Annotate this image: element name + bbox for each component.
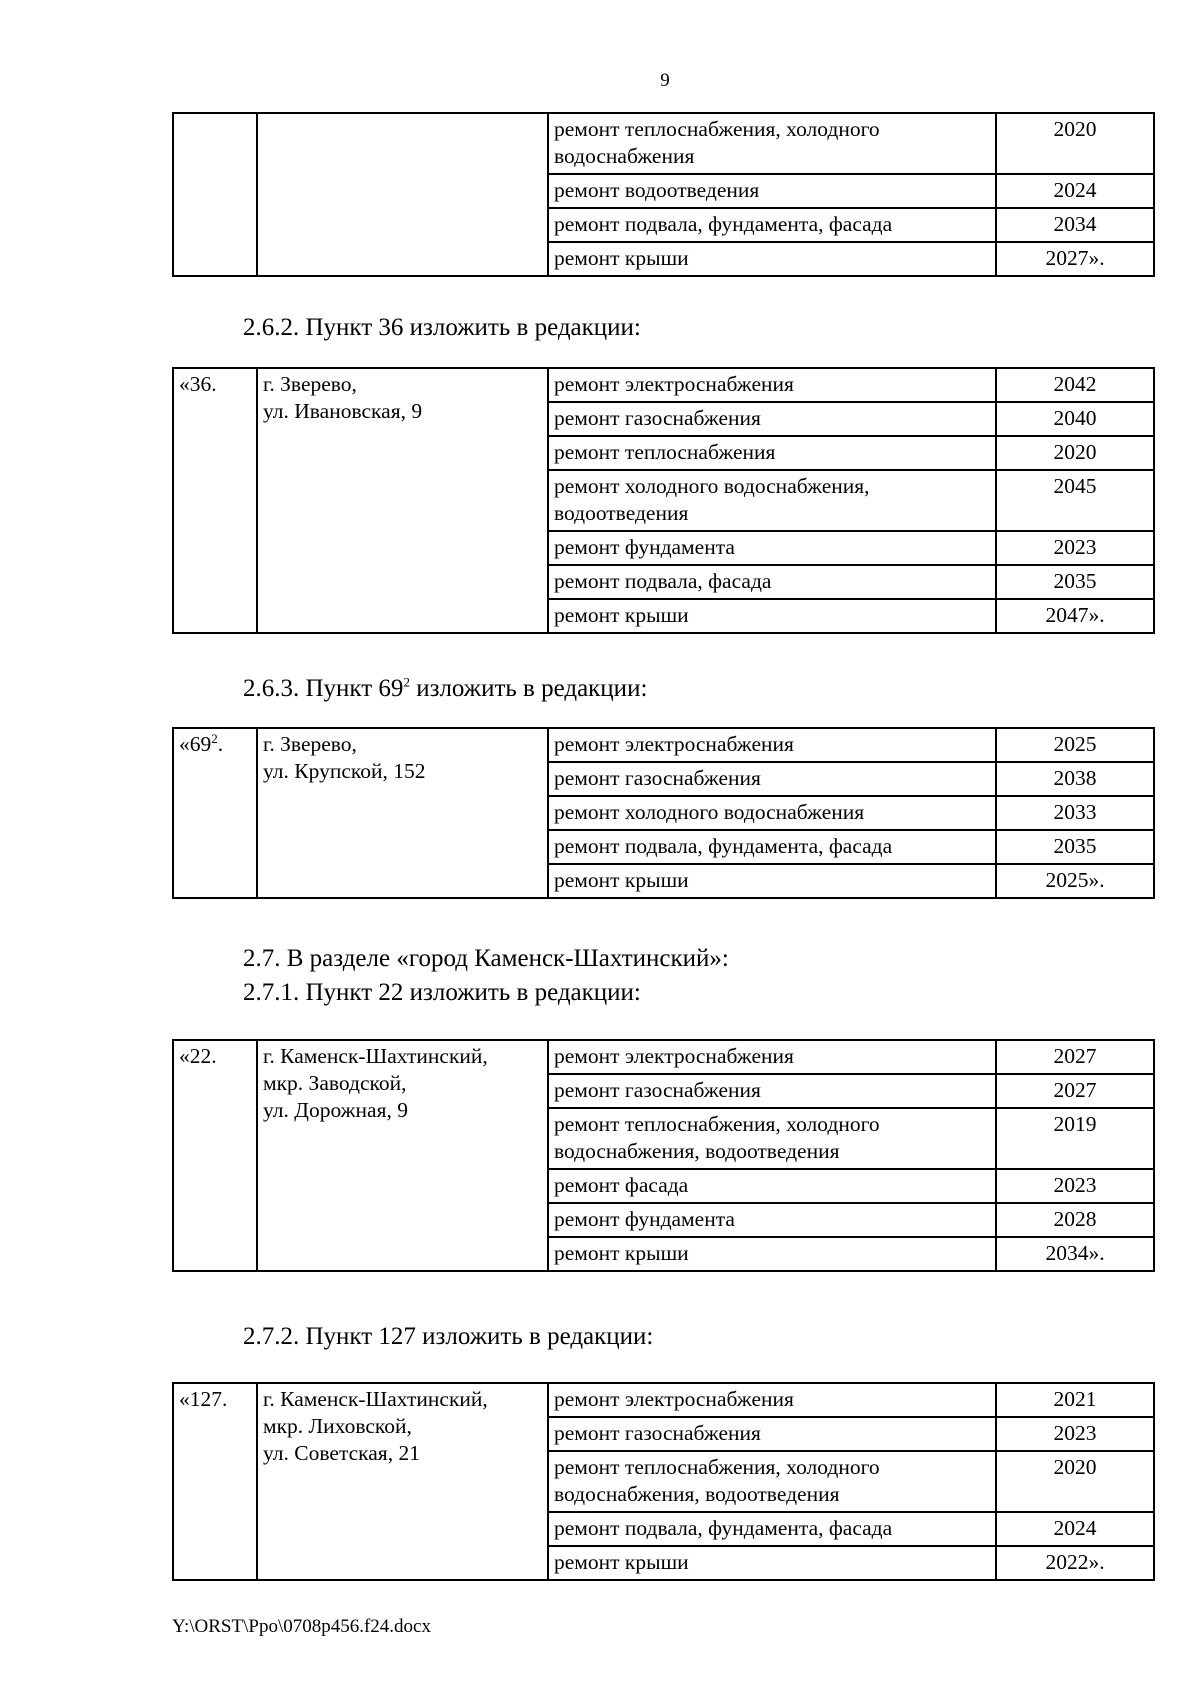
table-continuation <box>172 112 1153 277</box>
works-table <box>172 727 1155 899</box>
work-cell: ремонт водоотведения <box>548 174 996 208</box>
year-cell: 2023 <box>996 1169 1154 1203</box>
work-cell: ремонт крыши <box>548 1546 996 1580</box>
year-cell: 2025». <box>996 864 1154 898</box>
heading-text: изложить в редакции: <box>409 675 648 702</box>
year-cell: 2021 <box>996 1383 1154 1417</box>
year-cell: 2045 <box>996 470 1154 531</box>
table-row <box>173 368 1154 402</box>
work-cell: ремонт газоснабжения <box>548 762 996 796</box>
address-cell <box>257 1040 548 1271</box>
year-cell: 2019 <box>996 1108 1154 1169</box>
heading-2-6-3 <box>243 673 647 704</box>
work-cell: ремонт холодного водоснабжения, водоотведения <box>548 470 996 531</box>
address-line: ул. Дорожная, 9 <box>263 1098 408 1122</box>
work-cell: ремонт теплоснабжения, холодного водоснабжения, водоотведения <box>548 1451 996 1512</box>
address-line: мкр. Лиховской, <box>263 1414 412 1438</box>
address-line: ул. Крупской, 152 <box>263 759 426 783</box>
works-table <box>172 1039 1155 1272</box>
item-number-cell <box>173 113 257 276</box>
work-cell: ремонт подвала, фасада <box>548 565 996 599</box>
work-cell: ремонт электроснабжения <box>548 368 996 402</box>
year-cell: 2022». <box>996 1546 1154 1580</box>
work-cell: ремонт газоснабжения <box>548 402 996 436</box>
year-cell: 2027». <box>996 242 1154 276</box>
address-line: г. Зверево, <box>263 732 357 756</box>
superscript: 2 <box>211 730 218 746</box>
address-line: ул. Советская, 21 <box>263 1441 420 1465</box>
year-cell: 2027 <box>996 1040 1154 1074</box>
year-cell: 2038 <box>996 762 1154 796</box>
work-cell: ремонт фундамента <box>548 1203 996 1237</box>
year-cell: 2023 <box>996 1417 1154 1451</box>
address-cell <box>257 1383 548 1580</box>
work-cell: ремонт крыши <box>548 864 996 898</box>
year-cell: 2040 <box>996 402 1154 436</box>
year-cell: 2027 <box>996 1074 1154 1108</box>
table-item-22 <box>172 1039 1153 1272</box>
work-cell: ремонт крыши <box>548 1237 996 1271</box>
item-number-cell: «127. <box>173 1383 257 1580</box>
page-number: 9 <box>660 70 670 91</box>
heading-2-6-2: 2.6.2. Пункт 36 изложить в редакции: <box>243 314 641 341</box>
superscript: 2 <box>403 674 410 690</box>
item-number-suffix: . <box>217 732 224 756</box>
address-cell <box>257 113 548 276</box>
heading-2-7-2: 2.7.2. Пункт 127 изложить в редакции: <box>243 1323 654 1350</box>
address-line: г. Каменск-Шахтинский, <box>263 1044 488 1068</box>
work-cell: ремонт электроснабжения <box>548 1040 996 1074</box>
address-line: мкр. Заводской, <box>263 1071 407 1095</box>
year-cell: 2042 <box>996 368 1154 402</box>
year-cell: 2047». <box>996 599 1154 633</box>
year-cell: 2034». <box>996 1237 1154 1271</box>
work-cell: ремонт крыши <box>548 599 996 633</box>
footer-file-path: Y:\ORST\Ppo\0708p456.f24.docx <box>172 1616 431 1637</box>
year-cell: 2020 <box>996 436 1154 470</box>
heading-2-7-1: 2.7.1. Пункт 22 изложить в редакции: <box>243 979 641 1006</box>
work-cell: ремонт электроснабжения <box>548 728 996 762</box>
year-cell: 2035 <box>996 565 1154 599</box>
year-cell: 2020 <box>996 1451 1154 1512</box>
works-table <box>172 367 1155 634</box>
year-cell: 2023 <box>996 531 1154 565</box>
year-cell: 2024 <box>996 1512 1154 1546</box>
work-cell: ремонт крыши <box>548 242 996 276</box>
table-item-69-2 <box>172 727 1153 899</box>
work-cell: ремонт фасада <box>548 1169 996 1203</box>
work-cell: ремонт электроснабжения <box>548 1383 996 1417</box>
table-item-36 <box>172 367 1153 634</box>
table-row <box>173 1040 1154 1074</box>
item-number-cell: «36. <box>173 368 257 633</box>
heading-text: 2.6.3. Пункт 69 <box>243 675 404 702</box>
address-cell <box>257 728 548 898</box>
year-cell: 2024 <box>996 174 1154 208</box>
work-cell: ремонт подвала, фундамента, фасада <box>548 830 996 864</box>
year-cell: 2028 <box>996 1203 1154 1237</box>
year-cell: 2035 <box>996 830 1154 864</box>
item-number-cell <box>173 728 257 898</box>
table-item-127 <box>172 1382 1153 1581</box>
address-cell <box>257 368 548 633</box>
table-row <box>173 113 1154 174</box>
address-line: ул. Ивановская, 9 <box>263 399 423 423</box>
work-cell: ремонт подвала, фундамента, фасада <box>548 208 996 242</box>
work-cell: ремонт фундамента <box>548 531 996 565</box>
year-cell: 2033 <box>996 796 1154 830</box>
work-cell: ремонт теплоснабжения, холодного водоснабжения <box>548 113 996 174</box>
work-cell: ремонт теплоснабжения, холодного водоснабжения, водоотведения <box>548 1108 996 1169</box>
year-cell: 2034 <box>996 208 1154 242</box>
works-table <box>172 112 1155 277</box>
address-line: г. Зверево, <box>263 372 357 396</box>
work-cell: ремонт подвала, фундамента, фасада <box>548 1512 996 1546</box>
item-number: «69 <box>179 732 212 756</box>
address-line: г. Каменск-Шахтинский, <box>263 1387 488 1411</box>
work-cell: ремонт газоснабжения <box>548 1417 996 1451</box>
year-cell: 2025 <box>996 728 1154 762</box>
works-table <box>172 1382 1155 1581</box>
year-cell: 2020 <box>996 113 1154 174</box>
item-number-cell: «22. <box>173 1040 257 1271</box>
work-cell: ремонт газоснабжения <box>548 1074 996 1108</box>
work-cell: ремонт теплоснабжения <box>548 436 996 470</box>
table-row <box>173 1383 1154 1417</box>
heading-2-7: 2.7. В разделе «город Каменск-Шахтинский»: <box>243 945 729 972</box>
work-cell: ремонт холодного водоснабжения <box>548 796 996 830</box>
table-row <box>173 728 1154 762</box>
